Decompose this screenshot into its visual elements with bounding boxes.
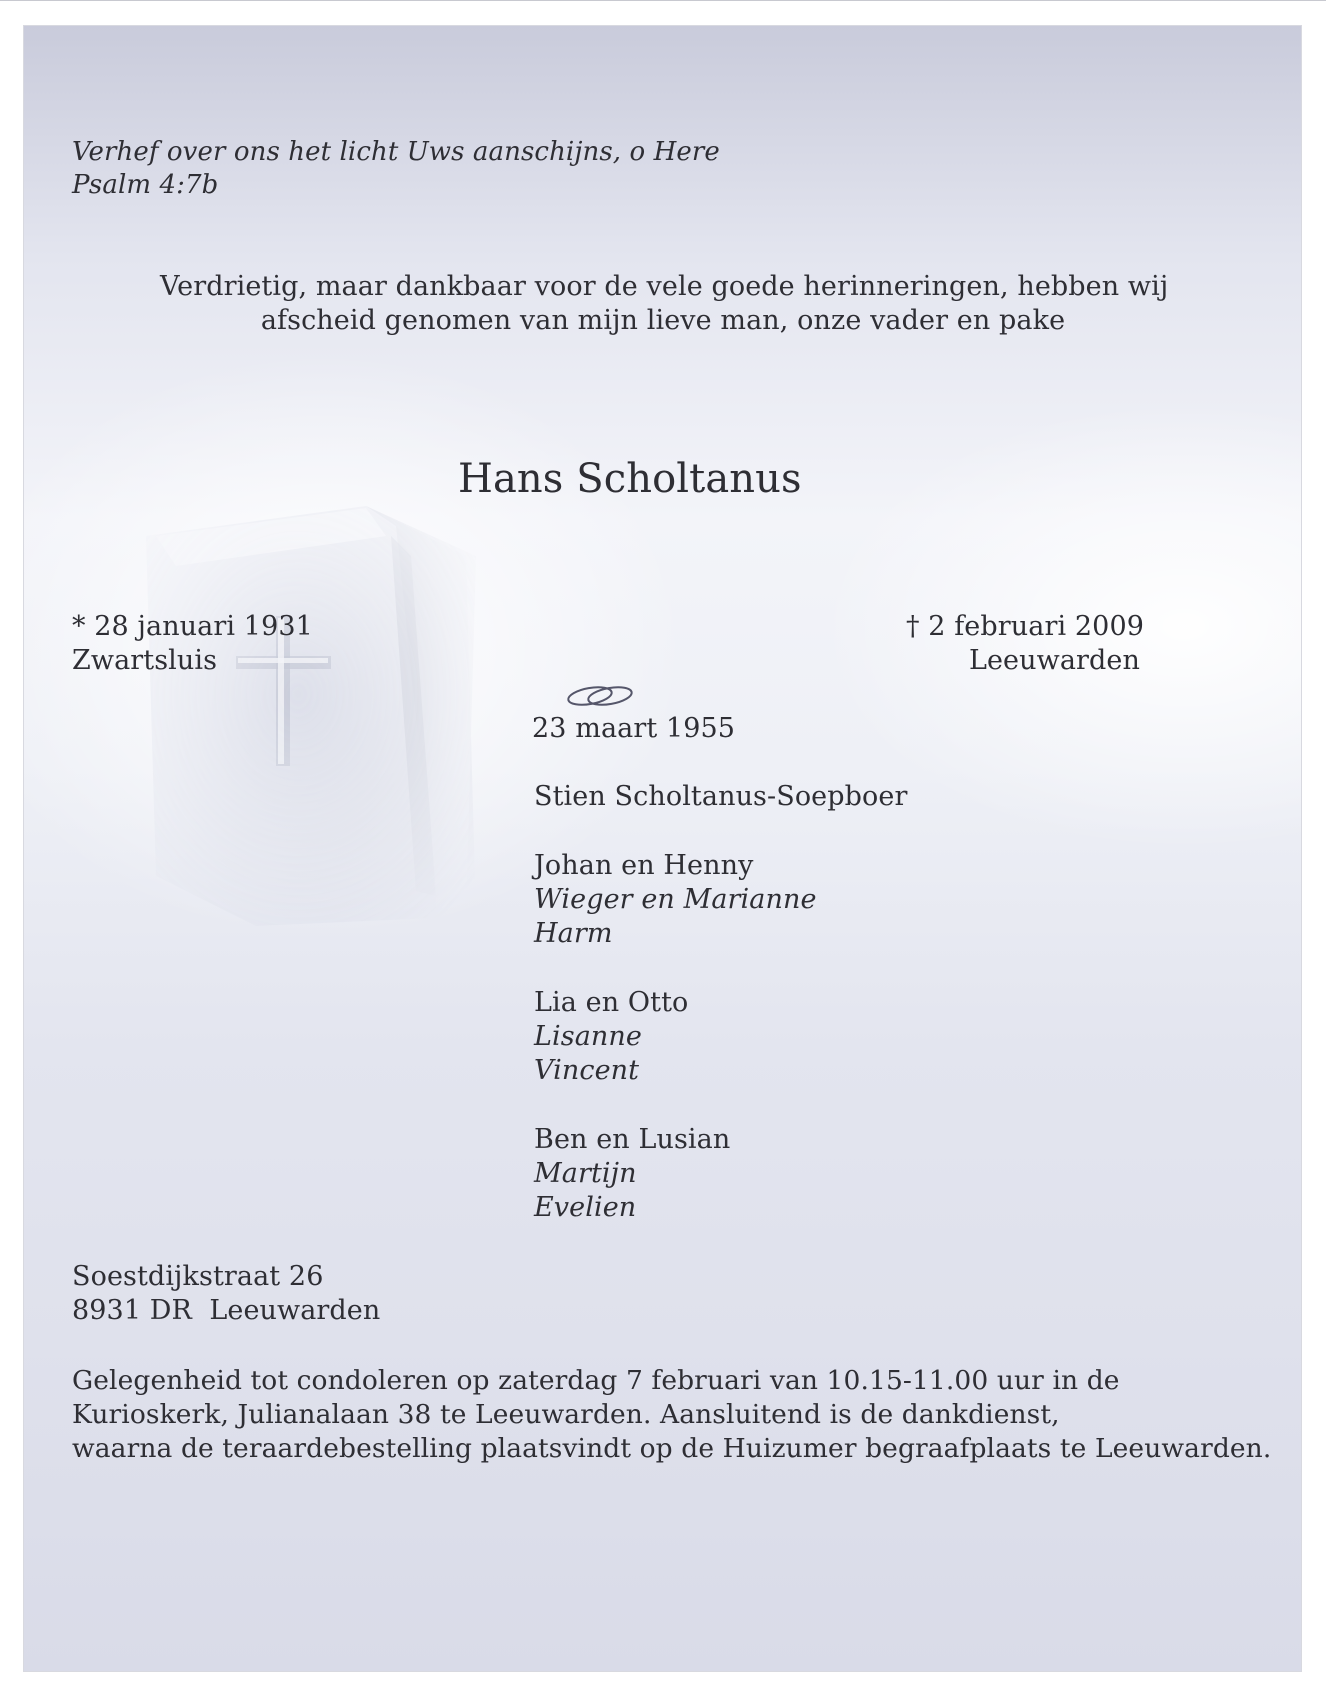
death-place: Leeuwarden [968,645,1140,676]
intro-line-2: afscheid genomen van mijn lieve man, onze vader en pake [260,305,1066,336]
spouse-name: Stien Scholtanus-Soepboer [534,781,908,812]
family-child: Vincent [534,1055,640,1086]
family-parents: Lia en Otto [534,987,689,1018]
family-child: Wieger en Marianne [534,884,817,915]
marriage-date: 23 maart 1955 [532,713,736,744]
mourning-card [24,26,1301,1671]
family-child: Evelien [534,1192,637,1223]
intro-line-1: Verdrietig, maar dankbaar voor de vele goede herinneringen, hebben wij [160,271,1169,302]
wedding-rings-icon [564,682,638,710]
birth-date: * 28 januari 1931 [72,611,313,642]
family-child: Martijn [534,1158,637,1189]
address-city: 8931 DR Leeuwarden [72,1295,381,1326]
notice-line-2: Kurioskerk, Julianalaan 38 te Leeuwarden. Aansluitend is de dankdienst, [72,1399,1060,1430]
bible-illustration [136,496,496,936]
psalm-quote: Verhef over ons het licht Uws aanschijns, o Here [72,137,720,167]
family-child: Harm [534,918,613,949]
notice-line-1: Gelegenheid tot condoleren op zaterdag 7 februari van 10.15-11.00 uur in de [72,1365,1120,1396]
death-date: † 2 februari 2009 [905,611,1144,642]
family-parents: Johan en Henny [534,850,754,881]
family-parents: Ben en Lusian [534,1124,731,1155]
family-child: Lisanne [534,1021,642,1052]
address-street: Soestdijkstraat 26 [72,1261,324,1292]
scan-edge-top [0,0,1326,1]
notice-line-3: waarna de teraardebestelling plaatsvindt op de Huizumer begraafplaats te Leeuwarden. [72,1433,1272,1464]
deceased-name: Hans Scholtanus [458,456,802,502]
birth-place: Zwartsluis [72,645,218,676]
psalm-reference: Psalm 4:7b [72,170,219,200]
